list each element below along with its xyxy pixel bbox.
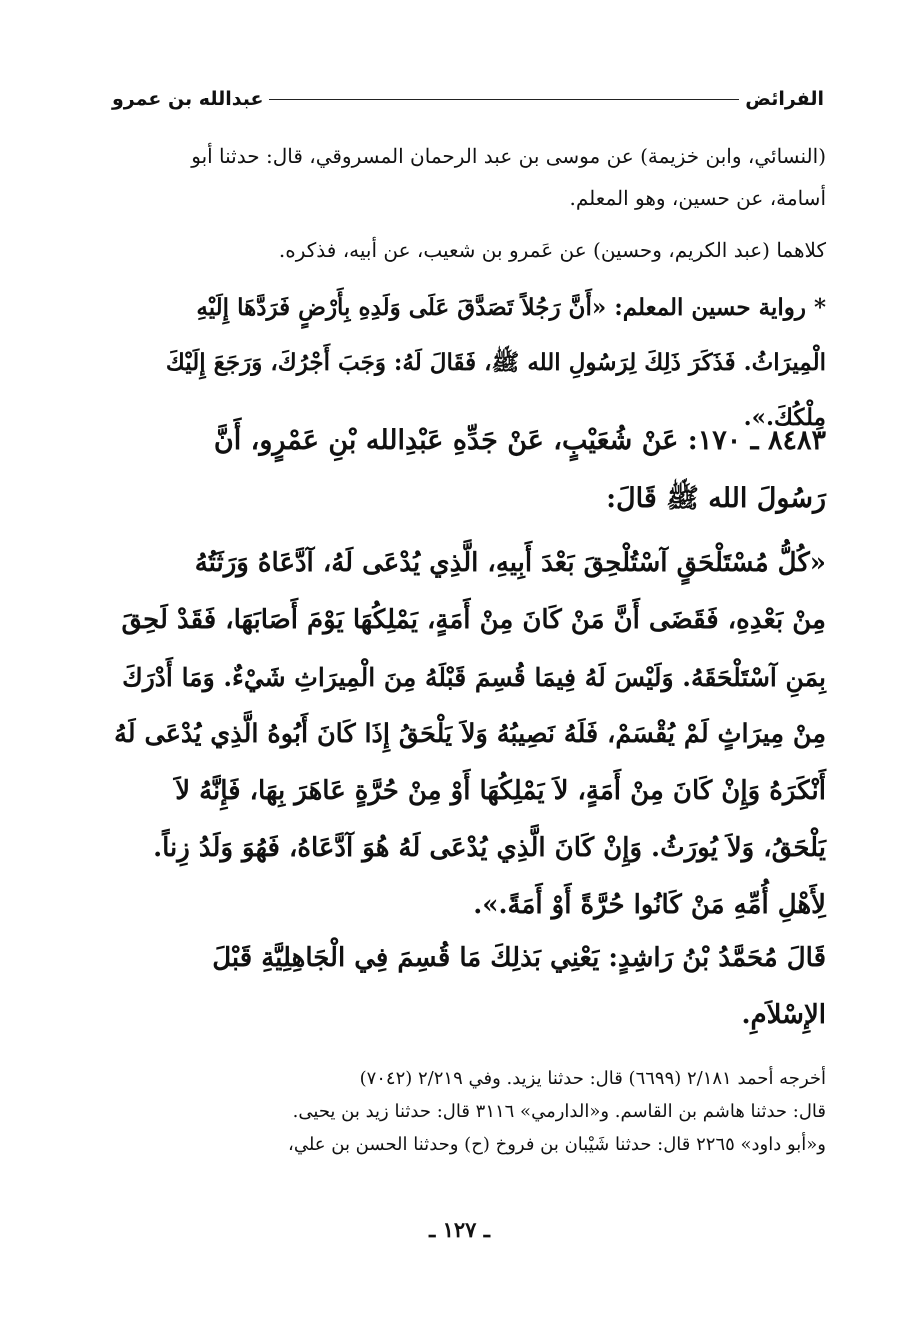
- text-line: رَسُولَ الله ﷺ قَالَ:: [606, 483, 826, 514]
- text-line: * رواية حسين المعلم: «أَنَّ رَجُلاً تَصَدَّقَ عَلَى وَلَدِهِ بِأَرْضٍ فَرَدَّهَا إِلَيْهِ: [196, 294, 826, 321]
- header-section-title: عبدالله بن عمرو: [112, 88, 264, 110]
- text-line: قَالَ مُحَمَّدُ بْنُ رَاشِدٍ: يَعْنِي بَذلِكَ مَا قُسِمَ فِي الْجَاهِلِيَّةِ قَبْلَ: [212, 943, 826, 973]
- running-header: [112, 84, 824, 114]
- text-line: بِمَنِ آسْتَلْحَقَهُ. وَلَيْسَ لَهُ فِيمَا قُسِمَ قَبْلَهُ مِنَ الْمِيرَاثِ شَيْءٌ. وَمَا أَدْرَكَ: [122, 663, 826, 692]
- hadith-number-line: ٨٤٨٣ ـ ١٧٠: عَنْ شُعَيْبٍ، عَنْ جَدِّهِ عَبْدِالله بْنِ عَمْرٍو، أَنَّ: [213, 425, 826, 456]
- text-line: يَلْحَقُ، وَلاَ يُورَثُ. وَإِنْ كَانَ الَّذِي يُدْعَى لَهُ هُوَ آدَّعَاهُ، فَهُوَ وَلَدُ زِناً.: [153, 833, 826, 863]
- text-line: «كُلُّ مُسْتَلْحَقٍ آسْتُلْحِقَ بَعْدَ أَبِيهِ، الَّذِي يُدْعَى لَهُ، آدَّعَاهُ وَرَثَتُهُ: [194, 548, 826, 578]
- header-book-title: الفرائض: [745, 88, 824, 110]
- text-line: مِنْ بَعْدِهِ، فَقَضَى أَنَّ مَنْ كَانَ مِنْ أَمَةٍ، يَمْلِكُهَا يَوْمَ أَصَابَهَا، فَقَدْ لَحِقَ: [121, 605, 826, 635]
- text-line: أَنْكَرَهُ وَإِنْ كَانَ مِنْ أَمَةٍ، لاَ يَمْلِكُهَا أَوْ مِنْ حُرَّةٍ عَاهَرَ بِهَا، فَإِنَّهُ لاَ: [175, 776, 826, 806]
- text-line: مِلْكُكَ.».: [743, 404, 826, 431]
- hadith-chain: [110, 412, 826, 528]
- text-line: الْمِيرَاثُ. فَذَكَرَ ذَلِكَ لِرَسُولِ الله ﷺ، فَقَالَ لَهُ: وَجَبَ أَجْرُكَ، وَرَجَعَ إِلَيْكَ: [165, 349, 826, 376]
- narrator-comment: [110, 930, 826, 1044]
- paragraph-sources: [110, 135, 826, 219]
- text-line: مِنْ مِيرَاثٍ لَمْ يُقْسَمْ، فَلَهُ نَصِيبُهُ وَلاَ يَلْحَقُ إِذَا كَانَ أَبُوهُ الَّذِي يُدْعَى لَهُ: [114, 719, 826, 749]
- header-rule: [269, 99, 739, 100]
- text-line: أسامة، عن حسين، وهو المعلم.: [569, 186, 826, 210]
- paragraph-both-narrators: [110, 229, 826, 271]
- takhrij-footnote: [110, 1062, 826, 1161]
- text-line: لِأَهْلِ أُمِّهِ مَنْ كَانُوا حُرَّةً أَوْ أَمَةً.».: [473, 890, 826, 920]
- text-line: قال: حدثنا هاشم بن القاسم. و«الدارمي» ٣١١٦ قال: حدثنا زيد بن يحيى.: [292, 1101, 826, 1122]
- text-line: (النسائي، وابن خزيمة) عن موسى بن عبد الرحمان المسروقي، قال: حدثنا أبو: [191, 144, 826, 168]
- text-line: أخرجه أحمد ٢/١٨١ (٦٦٩٩) قال: حدثنا يزيد. وفي ٢/٢١٩ (٧٠٤٢): [359, 1068, 826, 1089]
- page-number: ـ ١٢٧ ـ: [429, 1217, 490, 1242]
- text-line: الإِسْلاَمِ.: [741, 1000, 826, 1030]
- hadith-text: [110, 535, 826, 934]
- text-line: و«أبو داود» ٢٢٦٥ قال: حدثنا شَيْبان بن فروخ (ح) وحدثنا الحسن بن علي،: [288, 1134, 826, 1155]
- text-line: كلاهما (عبد الكريم، وحسين) عن عَمرو بن شعيب، عن أبيه، فذكره.: [278, 238, 826, 262]
